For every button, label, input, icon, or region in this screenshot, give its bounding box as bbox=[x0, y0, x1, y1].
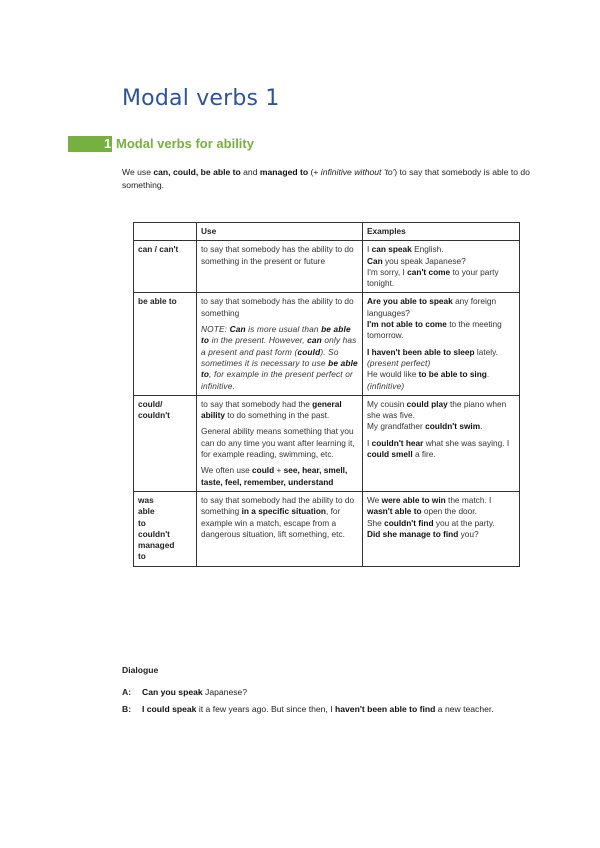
use-paragraph bbox=[201, 296, 358, 319]
text-run: Can bbox=[367, 255, 383, 266]
text-run: in a specific situation bbox=[241, 506, 326, 517]
text-run: (present perfect) bbox=[367, 357, 431, 368]
examples-cell bbox=[363, 241, 520, 293]
table-row bbox=[134, 491, 520, 566]
table-row bbox=[134, 293, 520, 395]
text-run: haven't been able to find bbox=[334, 704, 436, 714]
text-run: I'm not able to come bbox=[367, 319, 447, 330]
text-run: We often use bbox=[201, 465, 253, 476]
text-run: He would like bbox=[367, 369, 419, 380]
example-paragraph bbox=[367, 256, 515, 267]
text-run: , for example win a match, escape from a dangerous situation, lift something, etc. bbox=[201, 506, 345, 539]
text-run: Can you speak bbox=[142, 687, 203, 697]
use-cell bbox=[197, 395, 363, 491]
text-run: I haven't been able to sleep bbox=[367, 346, 475, 357]
text-run: We bbox=[367, 494, 382, 505]
text-run: I could speak bbox=[142, 704, 197, 714]
text-run: . bbox=[486, 369, 490, 380]
table-row bbox=[134, 395, 520, 491]
text-run: you speak Japanese? bbox=[382, 255, 466, 266]
text-run: could play bbox=[406, 398, 448, 409]
text-run: could smell bbox=[367, 449, 413, 460]
header-cell: Use bbox=[197, 223, 363, 241]
text-run: to do something in the past. bbox=[224, 410, 330, 421]
text-run: can't come bbox=[407, 266, 451, 277]
use-cell bbox=[197, 491, 363, 566]
example-paragraph bbox=[367, 495, 515, 540]
intro-italic: infinitive without 'to' bbox=[320, 167, 395, 177]
text-run: open the door. bbox=[421, 506, 477, 517]
text-run: Can bbox=[229, 324, 246, 335]
text-run: the piano when she was five. bbox=[367, 398, 507, 421]
intro-paragraph bbox=[122, 166, 532, 191]
text-run: to say that somebody has the ability to do something in the present or future bbox=[201, 244, 354, 266]
table-header-row bbox=[134, 223, 520, 241]
examples-cell bbox=[363, 395, 520, 491]
examples-cell bbox=[363, 491, 520, 566]
examples-cell bbox=[363, 293, 520, 395]
dialogue-line bbox=[122, 703, 494, 715]
text-run: it a few years ago. But since then, I bbox=[196, 704, 335, 714]
row-label: could/ couldn't bbox=[134, 395, 197, 491]
text-run: to be able to sing bbox=[418, 369, 487, 380]
speaker-label: B: bbox=[122, 704, 132, 714]
text-run: I bbox=[367, 244, 372, 255]
example-paragraph bbox=[367, 267, 515, 290]
text-run: were able to win bbox=[381, 494, 446, 505]
text-run: to your party tonight. bbox=[367, 266, 499, 289]
text-run: I bbox=[367, 437, 372, 448]
text-run: . bbox=[480, 421, 483, 432]
text-run: Japanese? bbox=[202, 687, 248, 697]
section-title: Modal verbs for ability bbox=[116, 136, 254, 151]
example-paragraph bbox=[367, 296, 515, 341]
text-run: wasn't able to bbox=[367, 506, 422, 517]
intro-bold: can, could, be able to bbox=[153, 167, 241, 177]
text-run: what she was saying. I bbox=[423, 437, 510, 448]
text-run: see, hear, smell, taste, feel, remember, understand bbox=[201, 465, 348, 487]
use-paragraph bbox=[201, 399, 358, 422]
text-run: could bbox=[252, 465, 275, 476]
use-cell bbox=[197, 293, 363, 395]
text-run: the match. I bbox=[445, 494, 492, 505]
page-title: Modal verbs 1 bbox=[122, 86, 280, 111]
text-run: couldn't find bbox=[384, 517, 434, 528]
header-cell bbox=[134, 223, 197, 241]
table-row bbox=[134, 241, 520, 293]
text-run: could bbox=[297, 346, 321, 357]
text-run: General ability means something that you can do any time you want after learning it, for example reading, swimming, etc. bbox=[201, 426, 355, 460]
intro-bold: managed to bbox=[259, 167, 309, 177]
text-run: + bbox=[274, 465, 284, 476]
speaker-label: A: bbox=[122, 687, 132, 697]
text-run: , for example in the present perfect or infinitive. bbox=[201, 369, 353, 391]
dialogue-line bbox=[122, 686, 247, 698]
use-paragraph bbox=[201, 426, 358, 460]
text-run: couldn't hear bbox=[371, 437, 424, 448]
text-run: a fire. bbox=[412, 449, 436, 460]
text-run: in the present. However, bbox=[209, 335, 308, 346]
intro-text: (+ bbox=[308, 167, 321, 177]
intro-text: We use bbox=[122, 167, 154, 177]
text-run: My grandfather bbox=[367, 421, 426, 432]
text-run: is more usual than bbox=[245, 324, 322, 335]
example-paragraph bbox=[367, 244, 515, 255]
example-paragraph bbox=[367, 438, 515, 461]
example-paragraph bbox=[367, 347, 515, 392]
example-paragraph bbox=[367, 399, 515, 433]
text-run: She bbox=[367, 517, 385, 528]
use-paragraph bbox=[201, 324, 358, 392]
section-number: 1 bbox=[104, 136, 112, 151]
row-label: can / can't bbox=[134, 241, 197, 293]
text-run: My cousin bbox=[367, 398, 407, 409]
row-label: was able to couldn't managed to bbox=[134, 491, 197, 566]
text-run: NOTE: bbox=[201, 324, 230, 335]
text-run: can bbox=[307, 335, 322, 346]
use-paragraph bbox=[201, 495, 358, 540]
text-run: couldn't swim bbox=[425, 421, 481, 432]
text-run: ). So sometimes it is necessary to use bbox=[201, 346, 339, 368]
intro-text: ) to say that somebody is able to do something. bbox=[122, 167, 530, 190]
use-paragraph bbox=[201, 244, 358, 267]
dialogue-heading: Dialogue bbox=[122, 665, 159, 675]
text-run: I'm sorry, I bbox=[367, 266, 408, 277]
text-run: lately. bbox=[474, 346, 498, 357]
text-run: to say that somebody had the bbox=[201, 398, 313, 409]
table-body bbox=[134, 241, 520, 566]
text-run: general ability bbox=[201, 398, 342, 421]
text-run: you at the party. bbox=[433, 517, 495, 528]
text-run: Did she manage to find bbox=[367, 528, 459, 539]
modal-verbs-table bbox=[133, 222, 520, 567]
text-run: only has a present and past form ( bbox=[201, 335, 357, 357]
intro-text: and bbox=[240, 167, 260, 177]
text-run: to the meeting tomorrow. bbox=[367, 319, 502, 341]
text-run: be able to bbox=[201, 357, 358, 380]
text-run: you? bbox=[458, 528, 479, 539]
text-run: English. bbox=[411, 244, 444, 255]
row-label: be able to bbox=[134, 293, 197, 395]
text-run: be able to bbox=[201, 324, 351, 346]
header-cell: Examples bbox=[363, 223, 520, 241]
text-run: Are you able to speak bbox=[367, 296, 453, 307]
text-run: any foreign languages? bbox=[367, 296, 497, 318]
use-cell bbox=[197, 241, 363, 293]
text-run: to say that somebody has the ability to do something bbox=[201, 296, 354, 318]
text-run: a new teacher. bbox=[435, 704, 494, 714]
text-run: (infinitive) bbox=[367, 380, 405, 391]
text-run: to say that somebody had the ability to do something bbox=[201, 494, 355, 517]
use-paragraph bbox=[201, 465, 358, 488]
text-run: can speak bbox=[371, 244, 412, 255]
